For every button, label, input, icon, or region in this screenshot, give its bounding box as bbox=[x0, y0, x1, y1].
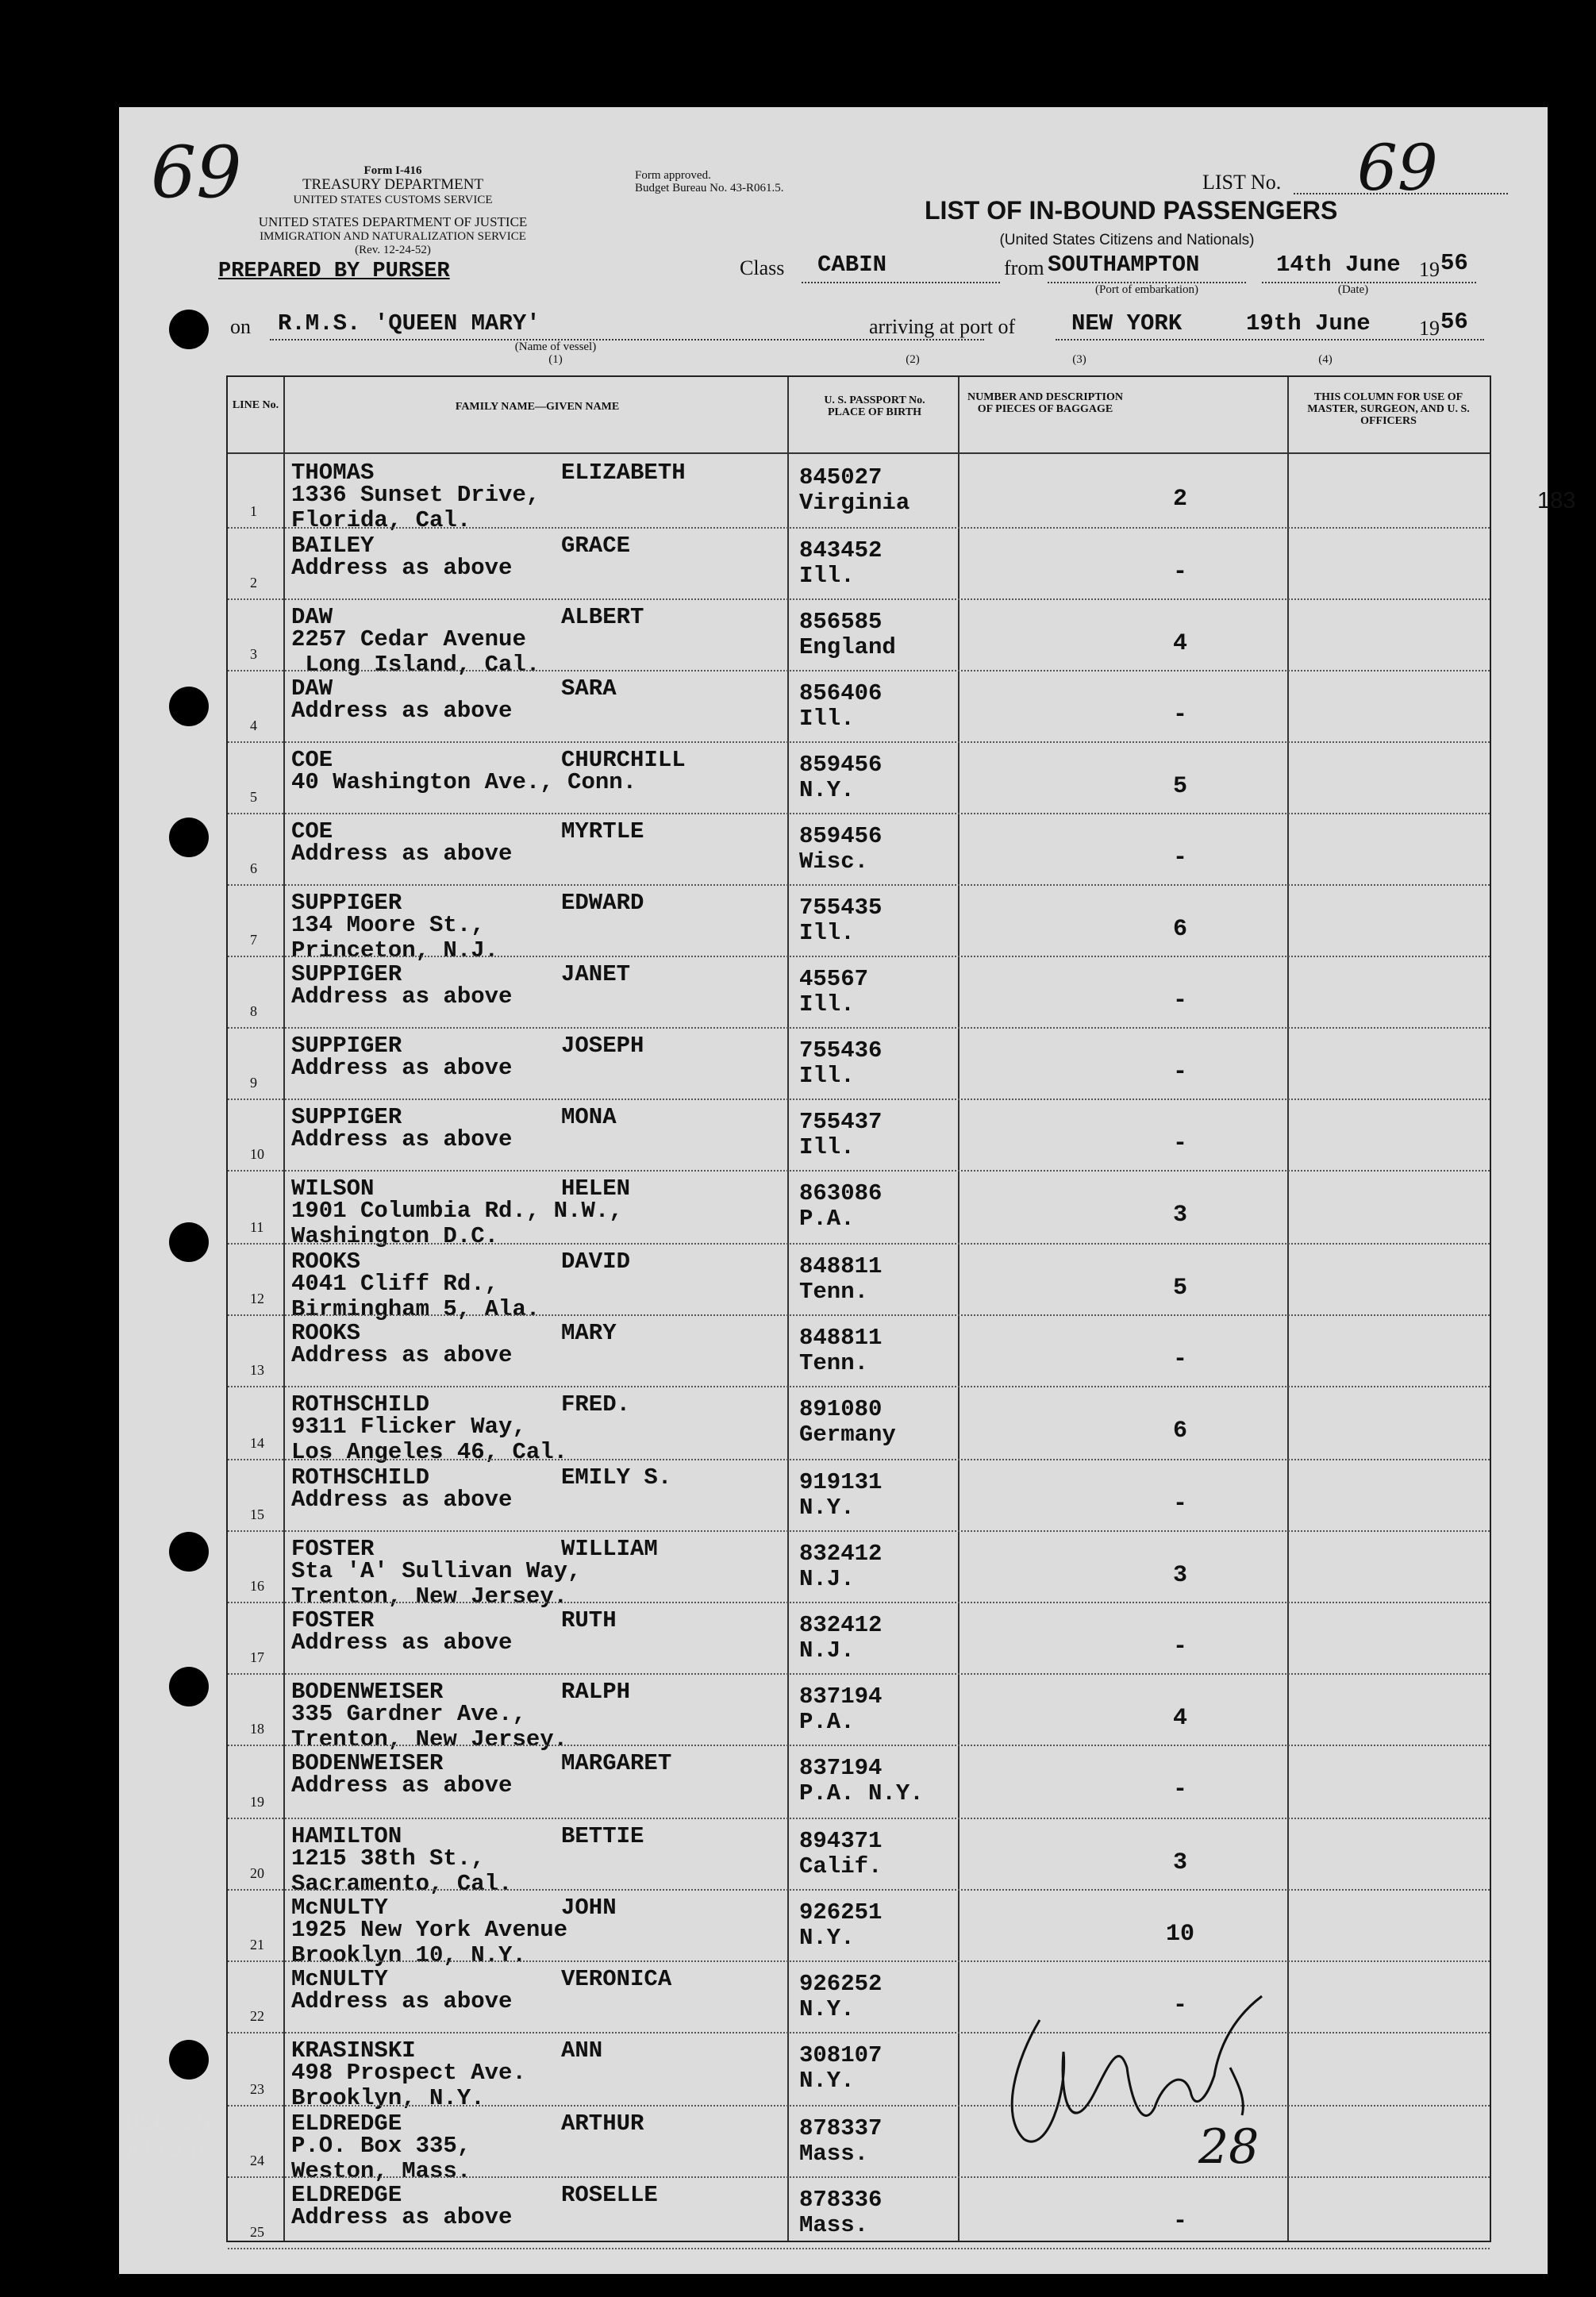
baggage-count: 3 bbox=[1172, 1202, 1187, 1229]
baggage-count: 10 bbox=[1165, 1921, 1194, 1948]
place-of-birth: Ill. bbox=[799, 991, 855, 1018]
address: Address as above bbox=[291, 1629, 513, 1656]
customs-service: UNITED STATES CUSTOMS SERVICE bbox=[293, 194, 493, 206]
line-number: 4 bbox=[250, 718, 257, 733]
address: 335 Gardner Ave., Trenton, New Jersey. bbox=[291, 1701, 568, 1753]
baggage-count: 4 bbox=[1172, 630, 1187, 657]
family-name: ELDREDGE bbox=[291, 2110, 402, 2137]
table-row bbox=[228, 1673, 1490, 1753]
passport-number: 919131 bbox=[799, 1469, 883, 1495]
family-name: COE bbox=[291, 818, 333, 845]
punch-hole bbox=[169, 1667, 209, 1706]
given-name: CHURCHILL bbox=[561, 747, 686, 773]
line-number: 25 bbox=[250, 2224, 264, 2240]
line-number: 18 bbox=[250, 1721, 264, 1737]
given-name: WILLIAM bbox=[561, 1536, 658, 1562]
address: Address as above bbox=[291, 1988, 513, 2014]
given-name: ALBERT bbox=[561, 604, 644, 630]
passport-number: 755435 bbox=[799, 895, 883, 921]
family-name: ROOKS bbox=[291, 1249, 361, 1275]
baggage-count: 3 bbox=[1172, 1849, 1187, 1876]
family-name: SUPPIGER bbox=[291, 961, 402, 987]
line-number: 8 bbox=[250, 1003, 257, 1019]
place-of-birth: P.A. bbox=[799, 1206, 855, 1232]
family-name: BODENWEISER bbox=[291, 1679, 444, 1705]
line-number: 12 bbox=[250, 1291, 264, 1306]
place-of-birth: Ill. bbox=[799, 920, 855, 946]
list-no-label: LIST No. bbox=[1202, 171, 1282, 194]
table-row bbox=[228, 527, 1490, 598]
table-row bbox=[228, 454, 1490, 533]
baggage-count: - bbox=[1172, 559, 1187, 586]
address: 1336 Sunset Drive, Florida, Cal. bbox=[291, 482, 540, 533]
line-number: 5 bbox=[250, 789, 257, 805]
punch-hole bbox=[169, 1532, 209, 1572]
given-name: FRED. bbox=[561, 1391, 631, 1418]
line-number: 9 bbox=[250, 1075, 257, 1091]
table-row bbox=[228, 1889, 1490, 1968]
given-name: ROSELLE bbox=[561, 2182, 658, 2208]
port-embark-note: (Port of embarkation) bbox=[1095, 283, 1198, 296]
port-embarkation: SOUTHAMPTON bbox=[1048, 252, 1200, 278]
family-name: FOSTER bbox=[291, 1536, 375, 1562]
family-name: ELDREDGE bbox=[291, 2182, 402, 2208]
line-number: 19 bbox=[250, 1794, 264, 1810]
address: Address as above bbox=[291, 983, 513, 1010]
passport-number: 308107 bbox=[799, 2042, 883, 2068]
class-value: CABIN bbox=[817, 252, 887, 278]
given-name: GRACE bbox=[561, 533, 631, 559]
inspector-signature bbox=[992, 1972, 1349, 2210]
document-title: LIST OF IN-BOUND PASSENGERS bbox=[925, 196, 1338, 225]
place-of-birth: Wisc. bbox=[799, 848, 869, 875]
revision: (Rev. 12-24-52) bbox=[355, 244, 431, 256]
address: Address as above bbox=[291, 1487, 513, 1513]
table-row bbox=[228, 1314, 1490, 1386]
family-name: HAMILTON bbox=[291, 1823, 402, 1849]
baggage-count: - bbox=[1172, 845, 1187, 871]
officer-total: 183 bbox=[1537, 488, 1576, 514]
family-name: THOMAS bbox=[291, 460, 375, 486]
place-of-birth: N.J. bbox=[799, 1566, 855, 1592]
address: Address as above bbox=[291, 555, 513, 581]
family-name: COE bbox=[291, 747, 333, 773]
baggage-count: - bbox=[1172, 2208, 1187, 2235]
passport-number: 859456 bbox=[799, 752, 883, 778]
table-row bbox=[228, 884, 1490, 964]
justice-dept: UNITED STATES DEPARTMENT OF JUSTICE bbox=[258, 214, 528, 229]
col-officers: THIS COLUMN FOR USE OF MASTER, SURGEON, AND U. S. OFFICERS bbox=[1307, 391, 1470, 427]
given-name: DAVID bbox=[561, 1249, 631, 1275]
baggage-count: 5 bbox=[1172, 1275, 1187, 1302]
line-number: 10 bbox=[250, 1146, 264, 1162]
date-note: (Date) bbox=[1337, 283, 1369, 296]
table-row bbox=[228, 741, 1490, 813]
departure-year: 56 bbox=[1440, 250, 1468, 276]
family-name: McNULTY bbox=[291, 1966, 388, 1992]
address: 2257 Cedar Avenue Long Island, Cal. bbox=[291, 626, 540, 678]
col-baggage: NUMBER AND DESCRIPTION OF PIECES OF BAGGAGE bbox=[967, 391, 1124, 415]
baggage-count: - bbox=[1172, 987, 1187, 1014]
passport-number: 755437 bbox=[799, 1109, 883, 1135]
passport-number: 848811 bbox=[799, 1253, 883, 1279]
line-number: 17 bbox=[250, 1649, 264, 1665]
given-name: ARTHUR bbox=[561, 2110, 644, 2137]
family-name: McNULTY bbox=[291, 1895, 388, 1921]
table-row bbox=[228, 813, 1490, 884]
passport-number: 926252 bbox=[799, 1971, 883, 1997]
address: 40 Washington Ave., Conn. bbox=[291, 769, 637, 795]
line-number: 21 bbox=[250, 1937, 264, 1953]
departure-date: 14th June bbox=[1276, 252, 1401, 278]
address: 4041 Cliff Rd., Birmingham 5, Ala. bbox=[291, 1271, 540, 1322]
punch-hole bbox=[169, 1222, 209, 1262]
family-name: ROTHSCHILD bbox=[291, 1464, 430, 1491]
baggage-count: - bbox=[1172, 702, 1187, 729]
given-name: JOSEPH bbox=[561, 1033, 644, 1059]
table-row bbox=[228, 1459, 1490, 1530]
table-row bbox=[228, 1098, 1490, 1170]
passport-number: 891080 bbox=[799, 1396, 883, 1422]
given-name: MONA bbox=[561, 1104, 617, 1130]
baggage-count: - bbox=[1172, 1776, 1187, 1803]
given-name: JANET bbox=[561, 961, 631, 987]
given-name: EMILY S. bbox=[561, 1464, 672, 1491]
arrival-date: 19th June bbox=[1246, 310, 1371, 337]
place-of-birth: Mass. bbox=[799, 2141, 869, 2167]
place-of-birth: P.A. bbox=[799, 1709, 855, 1735]
from-label: from bbox=[1004, 256, 1044, 279]
line-number: 11 bbox=[250, 1219, 264, 1235]
table-row bbox=[228, 1818, 1490, 1897]
table-row bbox=[228, 1170, 1490, 1249]
passport-number: 45567 bbox=[799, 966, 869, 992]
passport-number: 832412 bbox=[799, 1541, 883, 1567]
given-name: JOHN bbox=[561, 1895, 617, 1921]
baggage-count: - bbox=[1172, 1992, 1187, 2019]
address: 1215 38th St., Sacramento, Cal. bbox=[291, 1845, 513, 1897]
given-name: MARY bbox=[561, 1320, 617, 1346]
place-of-birth: Ill. bbox=[799, 1063, 855, 1089]
table-row bbox=[228, 1386, 1490, 1465]
passport-number: 832412 bbox=[799, 1612, 883, 1638]
address: 9311 Flicker Way, Los Angeles 46, Cal. bbox=[291, 1414, 568, 1465]
passport-number: 755436 bbox=[799, 1037, 883, 1064]
table-row bbox=[228, 956, 1490, 1027]
margin-stamp: USC 25 Aliens bbox=[125, 2111, 212, 2165]
document-subtitle: (United States Citizens and Nationals) bbox=[999, 232, 1255, 248]
given-name: RUTH bbox=[561, 1607, 617, 1633]
vessel-note: (Name of vessel) bbox=[514, 341, 597, 353]
table-row bbox=[228, 670, 1490, 741]
given-name: SARA bbox=[561, 675, 617, 702]
passport-number: 837194 bbox=[799, 1755, 883, 1781]
passport-number: 926251 bbox=[799, 1899, 883, 1926]
punch-hole bbox=[169, 2040, 209, 2080]
line-number: 1 bbox=[250, 503, 257, 519]
line-number: 20 bbox=[250, 1865, 264, 1881]
form-number: Form I-416 bbox=[363, 164, 422, 177]
address: Address as above bbox=[291, 1055, 513, 1081]
passport-number: 843452 bbox=[799, 537, 883, 564]
col-name: FAMILY NAME—GIVEN NAME bbox=[455, 401, 620, 413]
family-name: KRASINSKI bbox=[291, 2037, 416, 2064]
family-name: SUPPIGER bbox=[291, 1104, 402, 1130]
family-name: ROOKS bbox=[291, 1320, 361, 1346]
punch-hole bbox=[169, 818, 209, 857]
given-name: HELEN bbox=[561, 1175, 631, 1202]
table-row bbox=[228, 598, 1490, 678]
address: 1901 Columbia Rd., N.W., Washington D.C. bbox=[291, 1198, 623, 1249]
family-name: ROTHSCHILD bbox=[291, 1391, 430, 1418]
col-line-no: LINE No. bbox=[232, 399, 279, 411]
passenger-table bbox=[226, 375, 1576, 2242]
table-row bbox=[228, 1243, 1490, 1322]
passport-number: 856406 bbox=[799, 680, 883, 706]
table-row bbox=[228, 1027, 1490, 1098]
place-of-birth: P.A. N.Y. bbox=[799, 1780, 924, 1806]
passport-number: 859456 bbox=[799, 823, 883, 849]
place-of-birth: Tenn. bbox=[799, 1350, 869, 1376]
place-of-birth: N.Y. bbox=[799, 1996, 855, 2022]
family-name: SUPPIGER bbox=[291, 890, 402, 916]
table-row bbox=[228, 1602, 1490, 1673]
arriving-label: arriving at port of bbox=[869, 315, 1016, 338]
family-name: WILSON bbox=[291, 1175, 375, 1202]
punch-hole bbox=[169, 687, 209, 726]
place-of-birth: N.Y. bbox=[799, 1495, 855, 1521]
passport-number: 845027 bbox=[799, 464, 883, 491]
place-of-birth: N.J. bbox=[799, 1637, 855, 1664]
line-number: 23 bbox=[250, 2081, 264, 2097]
given-name: VERONICA bbox=[561, 1966, 672, 1992]
place-of-birth: Calif. bbox=[799, 1853, 883, 1880]
address: Address as above bbox=[291, 841, 513, 867]
prepared-by: PREPARED BY PURSER bbox=[218, 260, 450, 283]
line-number: 2 bbox=[250, 575, 257, 591]
class-label: Class bbox=[740, 256, 785, 279]
family-name: DAW bbox=[291, 675, 333, 702]
immigration-service: IMMIGRATION AND NATURALIZATION SERVICE bbox=[260, 230, 526, 243]
address: Address as above bbox=[291, 1342, 513, 1368]
baggage-count: - bbox=[1172, 1346, 1187, 1373]
line-number: 14 bbox=[250, 1435, 264, 1451]
line-number: 3 bbox=[250, 646, 257, 662]
baggage-count: - bbox=[1172, 1633, 1187, 1660]
address: 134 Moore St., Princeton, N.J. bbox=[291, 912, 499, 964]
given-name: BETTIE bbox=[561, 1823, 644, 1849]
place-of-birth: N.Y. bbox=[799, 777, 855, 803]
baggage-count: 3 bbox=[1172, 1562, 1187, 1589]
form-approved: Form approved. bbox=[635, 169, 711, 182]
passport-number: 878336 bbox=[799, 2187, 883, 2213]
line-number: 24 bbox=[250, 2153, 264, 2168]
punch-hole bbox=[169, 310, 209, 349]
address: 1925 New York Avenue Brooklyn 10, N.Y. bbox=[291, 1917, 568, 1968]
signature-figure: 28 bbox=[1198, 2119, 1259, 2175]
arrival-year: 56 bbox=[1440, 309, 1468, 335]
table-row bbox=[228, 1745, 1490, 1818]
baggage-count: - bbox=[1172, 1130, 1187, 1157]
address: 498 Prospect Ave. Brooklyn, N.Y. bbox=[291, 2060, 526, 2111]
passport-number: 856585 bbox=[799, 609, 883, 635]
baggage-count: 4 bbox=[1172, 1705, 1187, 1732]
passport-number: 848811 bbox=[799, 1325, 883, 1351]
place-of-birth: Tenn. bbox=[799, 1279, 869, 1305]
address: Address as above bbox=[291, 1126, 513, 1152]
table-row bbox=[228, 1530, 1490, 1610]
passport-number: 878337 bbox=[799, 2115, 883, 2141]
baggage-count: - bbox=[1172, 1059, 1187, 1086]
given-name: EDWARD bbox=[561, 890, 644, 916]
address: Address as above bbox=[291, 1772, 513, 1799]
line-number: 6 bbox=[250, 860, 257, 876]
family-name: BODENWEISER bbox=[291, 1750, 444, 1776]
passport-number: 894371 bbox=[799, 1828, 883, 1854]
col-passport: U. S. PASSPORT No. PLACE OF BIRTH bbox=[824, 394, 925, 418]
place-of-birth: Mass. bbox=[799, 2212, 869, 2238]
place-of-birth: Ill. bbox=[799, 1134, 855, 1160]
manifest-page: 69 69 Form I-416 TREASURY DEPARTMENT UNITED STATES CUSTOMS SERVICE UNITED STATES DEPARTMENT OF JUSTICE IMMIGRATION AND NATURALIZATION SERVICE (Rev. 12-24-52) Form approved. Budget Bureau No. 43-R061.5. LIST No. LIST OF IN-BOUND PASSENGERS (United States Citizens and Nationals) PREPARED BY PURSER Class CABIN from SOUTHAMPTON (Port of embarkation) 14th June 19 56 (Date) on R.M.S. 'QUEEN MARY' (Name of vessel) (1) arriving at port of NEW YORK 19th June 19 56 (2) (3) (4) LINE No. FAMILY NAME—GIVEN NAME U. S. PASSPORT No. PLACE OF BIRTH NUMBER AND DESCRIPTION OF PIECES OF BAGGAGE THIS COLUMN FOR USE OF MASTER, SURGEON, AND U. S. OFFICERS 1 THOMAS ELIZABETH 1336 Sunset Drive, Florida, Cal. 845027 Virginia 2 2 BAILEY GRACE Address as above 843452 Ill. - 3 DAW ALBERT 2257 Cedar Avenue Long Island, Cal. 856585 England 4 4 DAW SARA Address as above 856406 Ill. - 5 COE CHURCHILL 40 Washington Ave., Conn. 859456 N.Y. 5 6 COE MYRTLE Address as above 859456 Wisc. - 7 SUPPIGER EDWARD 134 Moore St., Princeton, N.J. 755435 Ill. 6 8 SUPPIGER JANET Address as above 45567 Ill. - 9 SUPPIGER JOSEPH Address as above 755436 Ill. - 10 SUPPIGER MONA Address as above 755437 Ill. - 11 WILSON HELEN 1901 Columbia Rd., N.W., Washington D.C. 863086 P.A. 3 12 ROOKS DAVID 4041 Cliff Rd., Birmingham 5, Ala. 848811 Tenn. 5 13 ROOKS MARY Address as above 848811 Tenn. - 14 ROTHSCHILD FRED. 9311 Flicker Way, Los Angeles 46, Cal. 891080 Germany 6 15 ROTHSCHILD EMILY S. Address as above 919131 N.Y. - 16 FOSTER WILLIAM Sta 'A' Sullivan Way, Trenton, New Jersey. 832412 N.J. 3 17 FOSTER RUTH Address as above 832412 N.J. - 18 BODENWEISER RALPH 335 Gardner Ave., Trenton, New Jersey. 837194 P.A. 4 19 BODENWEISER MARGARET Address as above 837194 P.A. N.Y. - 20 HAMILTON BETTIE 1215 38th St., Sacramento, Cal. 894371 Calif. 3 21 McNULTY JOHN 1925 New York Avenue Brooklyn 10, N.Y. 926251 N.Y. 10 22 McNULTY VERONICA Address as above 926252 N.Y. - 23 KRASINSKI ANN 498 Prospect Ave. Brooklyn, N.Y. 308107 N.Y. 24 ELDREDGE ARTHUR P.O. Box 335, Weston, Mass. 878337 Mass. 25 ELDREDGE ROSELLE Address as above 878336 Mass. - 183 28 bbox=[119, 107, 1548, 2274]
address: Sta 'A' Sullivan Way, Trenton, New Jersey. bbox=[291, 1558, 582, 1610]
line-number: 16 bbox=[250, 1578, 264, 1594]
handwritten-page-number: 69 bbox=[151, 131, 242, 214]
baggage-count: 6 bbox=[1172, 916, 1187, 943]
place-of-birth: Ill. bbox=[799, 706, 855, 732]
baggage-count: 5 bbox=[1172, 773, 1187, 800]
line-number: 7 bbox=[250, 932, 257, 948]
baggage-count: 6 bbox=[1172, 1418, 1187, 1445]
place-of-birth: N.Y. bbox=[799, 1925, 855, 1951]
family-name: DAW bbox=[291, 604, 333, 630]
given-name: MARGARET bbox=[561, 1750, 672, 1776]
place-of-birth: Virginia bbox=[799, 490, 910, 516]
handwritten-list-number: 69 bbox=[1357, 131, 1438, 205]
place-of-birth: England bbox=[799, 634, 896, 660]
given-name: RALPH bbox=[561, 1679, 631, 1705]
address: P.O. Box 335, Weston, Mass. bbox=[291, 2133, 471, 2184]
arrival-port: NEW YORK bbox=[1071, 310, 1183, 337]
passport-number: 837194 bbox=[799, 1683, 883, 1710]
family-name: SUPPIGER bbox=[291, 1033, 402, 1059]
address: Address as above bbox=[291, 2204, 513, 2230]
place-of-birth: N.Y. bbox=[799, 2068, 855, 2094]
place-of-birth: Ill. bbox=[799, 563, 855, 589]
given-name: MYRTLE bbox=[561, 818, 644, 845]
address: Address as above bbox=[291, 698, 513, 724]
passport-number: 863086 bbox=[799, 1180, 883, 1206]
family-name: FOSTER bbox=[291, 1607, 375, 1633]
line-number: 13 bbox=[250, 1362, 264, 1378]
given-name: ANN bbox=[561, 2037, 603, 2064]
vessel-name: R.M.S. 'QUEEN MARY' bbox=[278, 310, 540, 337]
family-name: BAILEY bbox=[291, 533, 375, 559]
baggage-count: - bbox=[1172, 1491, 1187, 1518]
treasury-dept: TREASURY DEPARTMENT bbox=[302, 176, 484, 193]
budget-bureau: Budget Bureau No. 43-R061.5. bbox=[635, 182, 784, 194]
place-of-birth: Germany bbox=[799, 1422, 896, 1448]
line-number: 15 bbox=[250, 1506, 264, 1522]
line-number: 22 bbox=[250, 2008, 264, 2024]
on-label: on bbox=[230, 315, 251, 338]
baggage-count: 2 bbox=[1172, 486, 1187, 513]
given-name: ELIZABETH bbox=[561, 460, 686, 486]
